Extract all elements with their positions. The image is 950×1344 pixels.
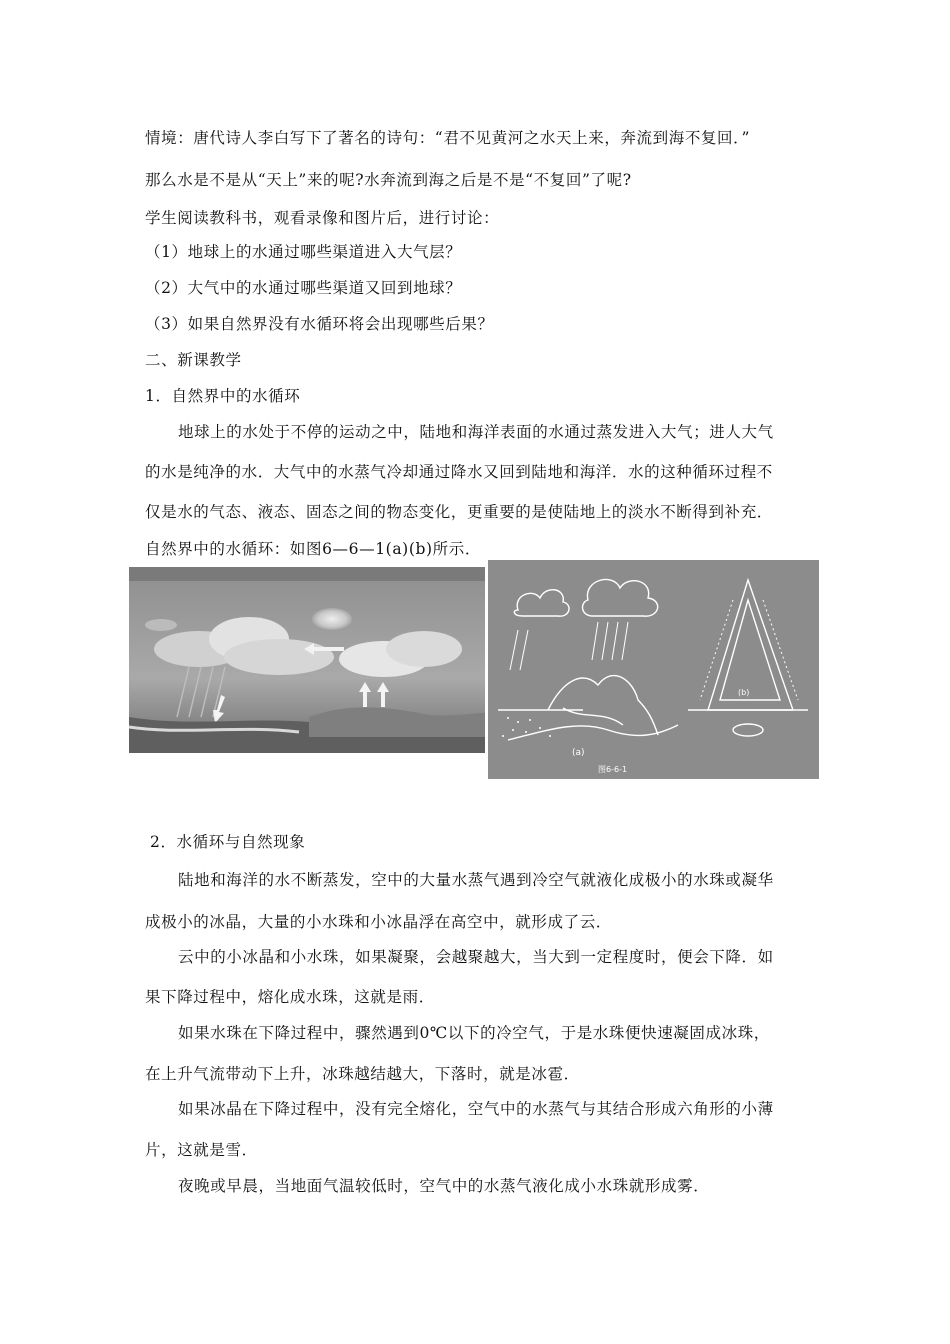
paragraph-line: 成极小的冰晶，大量的小水珠和小冰晶浮在高空中，就形成了云．	[145, 913, 612, 931]
section-heading-new-lesson: 二、新课教学	[145, 351, 242, 369]
text-line-question-intro: 那么水是不是从“天上”来的呢?水奔流到海之后是不是“不复回”了呢?	[145, 171, 632, 189]
paragraph-line: 夜晚或早晨，当地面气温较低时，空气中的水蒸气液化成小水珠就形成雾．	[178, 1177, 710, 1195]
paragraph-line: 片，这就是雪．	[145, 1141, 258, 1159]
paragraph-line: 云中的小冰晶和小水珠，如果凝聚，会越聚越大，当大到一定程度时，便会下降．如	[178, 948, 774, 966]
subsection-heading-natural-phenomena: 2．水循环与自然现象	[150, 833, 306, 851]
figure-reference-line: 自然界中的水循环：如图6—6—1(a)(b)所示．	[145, 540, 481, 558]
paragraph-line: 地球上的水处于不停的运动之中，陆地和海洋表面的水通过蒸发进入大气；进人大气	[178, 423, 774, 441]
water-cycle-photo-figure	[129, 567, 485, 753]
paragraph-line: 如果冰晶在下降过程中，没有完全熔化，空气中的水蒸气与其结合形成六角形的小薄	[178, 1100, 774, 1118]
text-line-question-3: （3）如果自然界没有水循环将会出现哪些后果？	[145, 315, 494, 333]
paragraph-line: 如果水珠在下降过程中，骤然遇到0℃以下的冷空气，于是水珠便快速凝固成冰珠，	[178, 1024, 770, 1042]
figure-caption: 图6-6-1	[598, 765, 628, 774]
paragraph-line: 陆地和海洋的水不断蒸发，空中的大量水蒸气遇到冷空气就液化成极小的水珠或凝华	[178, 871, 774, 889]
subsection-heading-water-cycle: 1．自然界中的水循环	[145, 387, 301, 405]
paragraph-line: 在上升气流带动下上升，冰珠越结越大，下落时，就是冰雹．	[145, 1065, 580, 1083]
water-cycle-photo-image	[129, 567, 485, 753]
paragraph-line: 仅是水的气态、液态、固态之间的物态变化，更重要的是使陆地上的淡水不断得到补充．	[145, 503, 773, 521]
text-line-discussion: 学生阅读教科书，观看录像和图片后，进行讨论：	[145, 209, 500, 227]
paragraph-line: 的水是纯净的水．大气中的水蒸气冷却通过降水又回到陆地和海洋．水的这种循环过程不	[145, 463, 773, 481]
figure-label-a: (a)	[572, 748, 585, 758]
paragraph-line: 果下降过程中，熔化成水珠，这就是雨．	[145, 988, 435, 1006]
water-cycle-diagram-figure	[488, 560, 819, 779]
text-line-scenario: 情境：唐代诗人李白写下了著名的诗句：“君不见黄河之水天上来，奔流到海不复回．”	[145, 129, 751, 147]
figure-label-b: (b)	[738, 688, 750, 697]
water-cycle-schematic-image	[488, 560, 819, 779]
text-line-question-2: （2）大气中的水通过哪些渠道又回到地球？	[145, 279, 462, 297]
text-line-question-1: （1）地球上的水通过哪些渠道进入大气层？	[145, 243, 462, 261]
